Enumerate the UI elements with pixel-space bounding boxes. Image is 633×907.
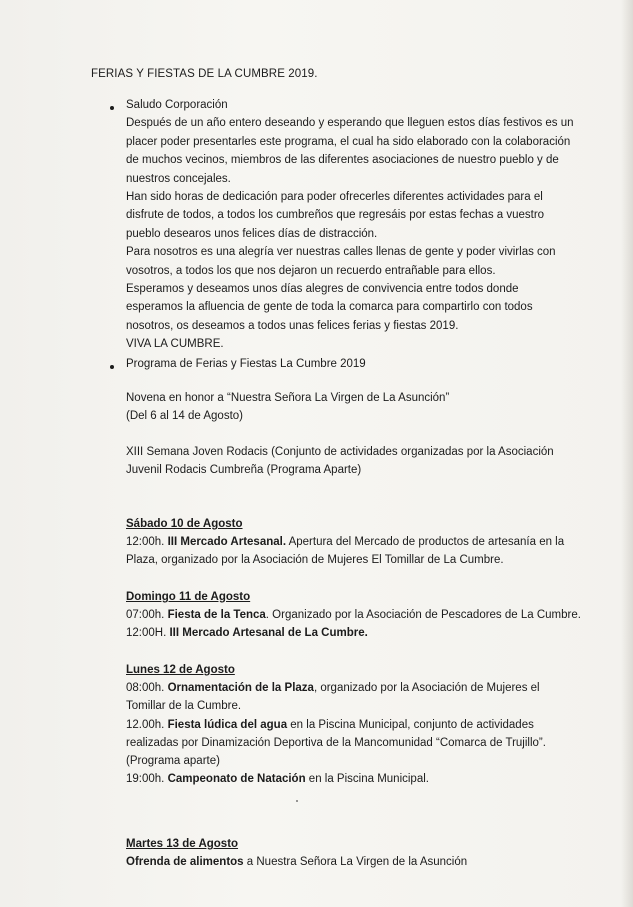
day-domingo [126, 588, 581, 643]
day-heading: Martes 13 de Agosto [126, 838, 239, 850]
event-detail: . Organizado por la Asociación de Pescadores de La Cumbre. [265, 609, 581, 622]
event-line: Plaza, organizado por la Asociación de Mujeres El Tomillar de La Cumbre. [126, 554, 504, 567]
semana-joven-section [126, 443, 554, 480]
event-line [126, 606, 581, 624]
day-heading: Domingo 11 de Agosto [126, 591, 251, 603]
document-title: FERIAS Y FIESTAS DE LA CUMBRE 2019. [91, 68, 318, 80]
saludo-section [126, 96, 574, 354]
saludo-line: Después de un año entero deseando y esperando que lleguen estos días festivos es un [126, 117, 574, 130]
day-martes [126, 835, 467, 871]
saludo-line: placer poder presentarles este programa, el cual ha sido elaborado con la colaboración [126, 135, 571, 148]
event-name: III Mercado Artesanal. [167, 536, 287, 549]
semana-line: XIII Semana Joven Rodacis (Conjunto de actividades organizadas por la Asociación [126, 446, 554, 458]
event-line [126, 533, 564, 551]
event-detail: Apertura del Mercado de productos de artesanía en la [286, 536, 565, 549]
event-name: Ofrenda de alimentos [126, 856, 244, 869]
semana-line: Juvenil Rodacis Cumbreña (Programa Aparte) [126, 464, 362, 477]
event-time: 07:00h. [126, 609, 168, 622]
event-name: Fiesta de la Tenca [167, 609, 266, 622]
event-line [126, 770, 546, 788]
day-sabado [126, 515, 564, 570]
saludo-line: Para nosotros es una alegría ver nuestras calles llenas de gente y poder vivirlas con [126, 246, 556, 259]
saludo-line: disfrute de todos, a todos los cumbreños que regresáis por estas fechas a vuestro [126, 209, 545, 222]
bullet-saludo [110, 106, 114, 110]
event-detail: en la Piscina Municipal, conjunto de actividades [287, 718, 534, 731]
saludo-heading: Saludo Corporación [126, 99, 228, 111]
day-lunes [126, 661, 546, 788]
saludo-line: VIVA LA CUMBRE. [126, 338, 224, 351]
event-line [126, 624, 581, 642]
event-detail: a Nuestra Señora La Virgen de la Asunción [243, 856, 468, 869]
event-time: 12:00H. [126, 627, 170, 640]
event-detail: en la Piscina Municipal. [305, 773, 429, 786]
event-line [126, 716, 546, 734]
day-heading: Lunes 12 de Agosto [126, 664, 235, 676]
novena-dates: (Del 6 al 14 de Agosto) [126, 410, 243, 423]
event-time: 12.00h. [126, 718, 168, 731]
event-line: (Programa aparte) [126, 755, 220, 768]
saludo-line: de muchos vecinos, miembros de las diferentes asociaciones de nuestro pueblo y de [126, 154, 559, 167]
event-name: III Mercado Artesanal de La Cumbre. [169, 627, 368, 640]
saludo-line: pueblo desearos unos felices días de distracción. [126, 227, 378, 240]
day-heading: Sábado 10 de Agosto [126, 518, 243, 530]
novena-line: Novena en honor a “Nuestra Señora La Virgen de La Asunción” [126, 392, 450, 404]
saludo-line: vosotros, a todos los que nos dejaron un recuerdo entrañable para ellos. [126, 264, 496, 277]
bullet-programa [110, 365, 114, 369]
event-line [126, 679, 546, 697]
event-detail: , organizado por la Asociación de Mujeres el [313, 682, 540, 695]
event-time: 19:00h. [126, 773, 168, 786]
saludo-line: nuestros concejales. [126, 172, 231, 185]
speck [296, 800, 298, 802]
event-line: Tomillar de la Cumbre. [126, 700, 242, 713]
saludo-line: Han sido horas de dedicación para poder ofrecerles diferentes actividades para el [126, 191, 543, 204]
event-line [126, 853, 467, 871]
programa-heading: Programa de Ferias y Fiestas La Cumbre 2019 [126, 358, 366, 370]
event-name: Fiesta lúdica del agua [167, 718, 288, 731]
event-name: Campeonato de Natación [167, 773, 306, 786]
saludo-line: nosotros, os deseamos a todos unas felices ferias y fiestas 2019. [126, 319, 459, 332]
novena-section [126, 389, 449, 426]
page-edge-shadow [621, 0, 633, 907]
saludo-line: Esperamos y deseamos unos días alegres de convivencia entre todos donde [126, 283, 519, 296]
event-line: realizadas por Dinamización Deportiva de la Mancomunidad “Comarca de Trujillo”. [126, 736, 546, 749]
event-time: 08:00h. [126, 682, 168, 695]
event-time: 12:00h. [126, 536, 168, 549]
event-name: Ornamentación de la Plaza [167, 682, 314, 695]
saludo-line: esperamos la afluencia de gente de toda la comarca para compartirlo con todos [126, 301, 533, 314]
